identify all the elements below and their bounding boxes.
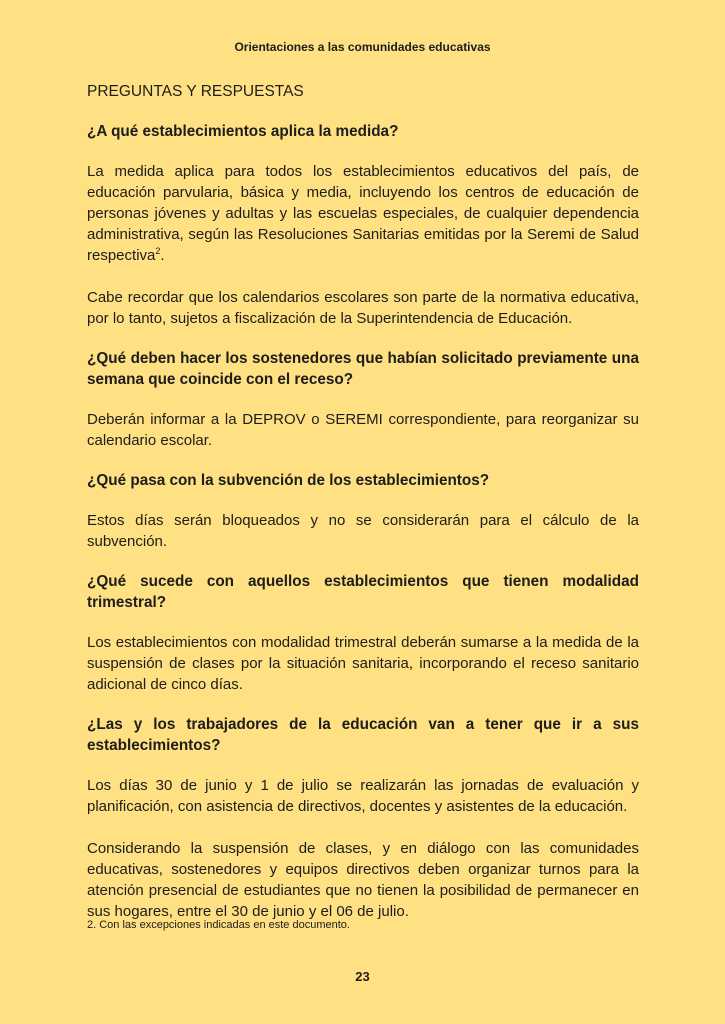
question-1: ¿A qué establecimientos aplica la medida? xyxy=(87,123,399,140)
question-4: ¿Qué sucede con aquellos establecimientos que tienen modalidad trimestral? xyxy=(87,573,639,611)
footnote: 2. Con las excepciones indicadas en este documento. xyxy=(87,919,350,931)
question-2: ¿Qué deben hacer los sostenedores que habían solicitado previamente una semana que coincide con el receso? xyxy=(87,350,639,388)
answer-1-paragraph-2: Cabe recordar que los calendarios escolares son parte de la normativa educativa, por lo tanto, sujetos a fiscalización de la Superintendencia de Educación. xyxy=(87,289,639,327)
question-3: ¿Qué pasa con la subvención de los establecimientos? xyxy=(87,472,490,489)
page-content xyxy=(87,82,639,922)
answer-1-paragraph-1: La medida aplica para todos los establecimientos educativos del país, de educación parvularia, básica y media, incluyendo los centros de educación de personas jóvenes y adultas y las escuelas especiales, de cualquier dependencia administrativa, según las Resoluciones Sanitarias emitidas por la Seremi de Salud respectiva$^2$. xyxy=(87,163,639,264)
answer-3-paragraph-1: Estos días serán bloqueados y no se considerarán para el cálculo de la subvención. xyxy=(87,512,639,550)
answer-2-paragraph-1: Deberán informar a la DEPROV o SEREMI correspondiente, para reorganizar su calendario escolar. xyxy=(87,411,639,449)
answer-1-paragraph-1-text: La medida aplica para todos los establecimientos educativos del país, de educación parvularia, básica y media, incluyendo los centros de educación de personas jóvenes y adultas y las escuelas especiales, de cualquier dependencia administrativa, según las Resoluciones Sanitarias emitidas por la Seremi de Salud respectiva xyxy=(87,163,639,264)
question-5: ¿Las y los trabajadores de la educación van a tener que ir a sus establecimientos? xyxy=(87,716,639,754)
page-number: 23 xyxy=(355,969,370,984)
running-header: Orientaciones a las comunidades educativas xyxy=(234,40,491,54)
section-title: PREGUNTAS Y RESPUESTAS xyxy=(87,83,304,100)
answer-5-paragraph-2: Considerando la suspensión de clases, y en diálogo con las comunidades educativas, sostenedores y equipos directivos deben organizar turnos para la atención presencial de estudiantes que no tienen la posibilidad de permanecer en sus hogares, entre el 30 de junio y el 06 de julio. xyxy=(87,840,639,920)
answer-4-paragraph-1: Los establecimientos con modalidad trimestral deberán sumarse a la medida de la suspensión de clases por la situación sanitaria, incorporando el receso sanitario adicional de cinco días. xyxy=(87,634,639,693)
footnote-reference: 2 xyxy=(155,246,161,256)
answer-5-paragraph-1: Los días 30 de junio y 1 de julio se realizarán las jornadas de evaluación y planificación, con asistencia de directivos, docentes y asistentes de la educación. xyxy=(87,777,639,815)
